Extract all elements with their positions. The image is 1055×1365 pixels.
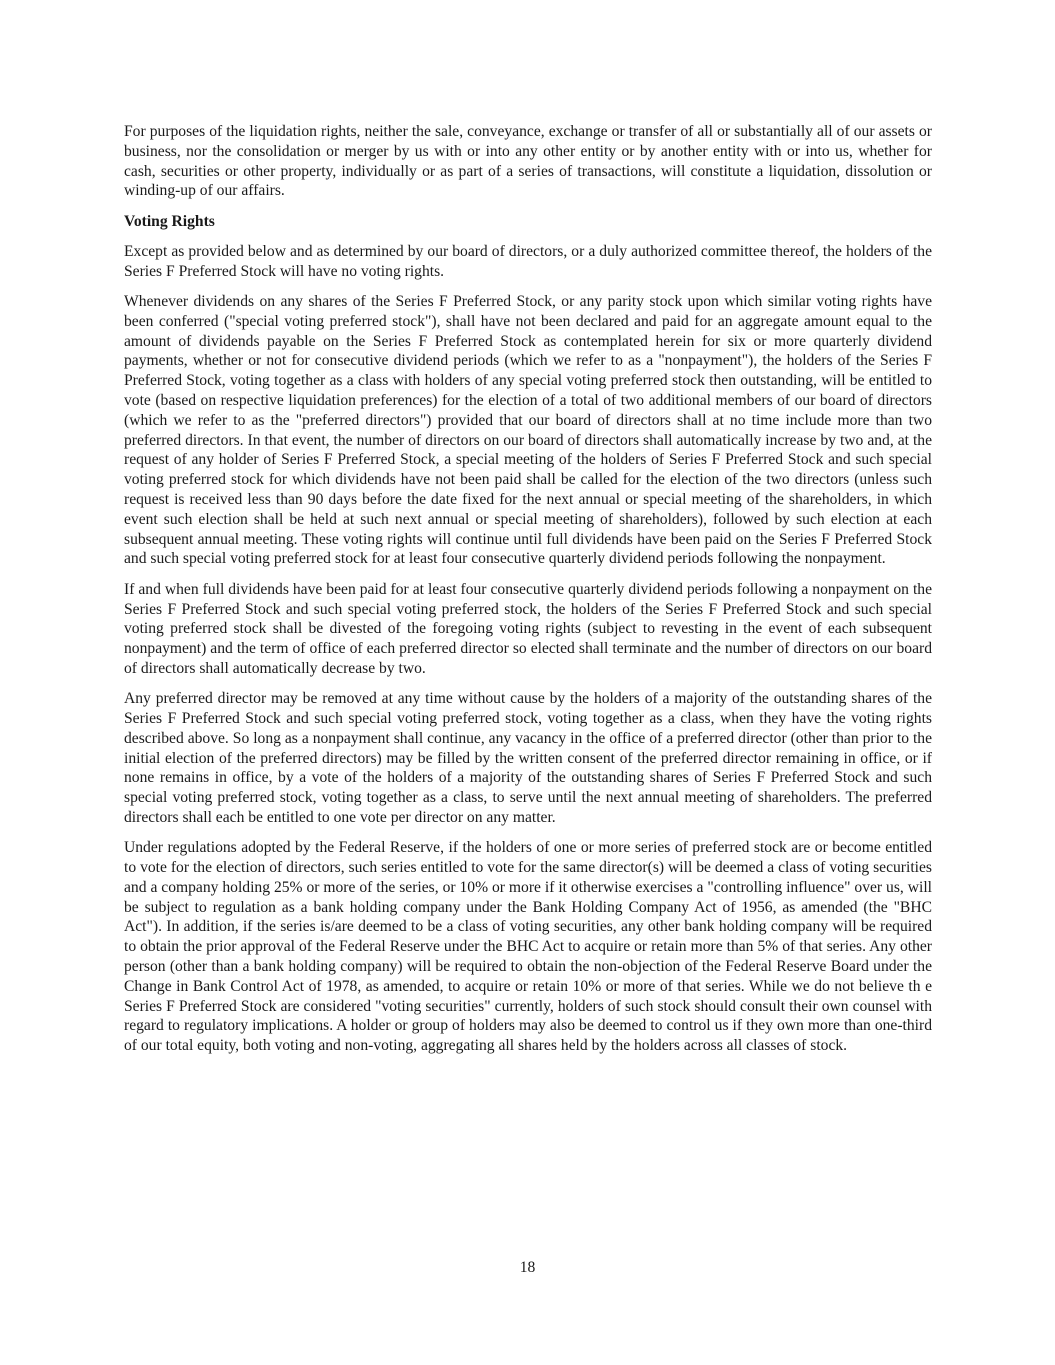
- page-number: 18: [519, 1259, 536, 1276]
- paragraph-voting-intro: Except as provided below and as determined by our board of directors, or a duly authorized committee thereof, the holders of the Series F Preferred Stock will have no voting rights.: [124, 242, 932, 280]
- document-body: [124, 122, 932, 1067]
- paragraph-nonpayment: Whenever dividends on any shares of the Series F Preferred Stock, or any parity stock upon which similar voting rights have been conferred ("special voting preferred stock"), shall have not been declared and paid for an aggregate amount equal to the amount of dividends payable on the Series F Preferred Stock as contemplated herein for six or more quarterly dividend payments, whether or not for consecutive dividend periods (which we refer to as a "nonpayment"), the holders of the Series F Preferred Stock, voting together as a class with holders of any special voting preferred stock then outstanding, will be entitled to vote (based on respective liquidation preferences) for the election of a total of two additional members of our board of directors (which we refer to as the "preferred directors") provided that our board of directors shall at no time include more than two preferred directors. In that event, the number of directors on our board of directors shall automatically increase by two and, at the request of any holder of Series F Preferred Stock, a special meeting of the holders of Series F Preferred Stock and such special voting preferred stock for which dividends have not been paid shall be called for the election of the two directors (unless such request is received less than 90 days before the date fixed for the next annual or special meeting of the shareholders, in which event such election shall be held at such next annual or special meeting of shareholders), followed by such election at each subsequent annual meeting. These voting rights will continue until full dividends have been paid on the Series F Preferred Stock and such special voting preferred stock for at least four consecutive quarterly dividend periods following the nonpayment.: [124, 293, 932, 568]
- heading-voting-rights: Voting Rights: [124, 212, 215, 230]
- paragraph-removal: Any preferred director may be removed at any time without cause by the holders of a majority of the outstanding shares of the Series F Preferred Stock and such special voting preferred stock, voting together as a class, when they have the voting rights described above. So long as a nonpayment shall continue, any vacancy in the office of a preferred director (other than prior to the initial election of the preferred directors) may be filled by the written consent of the preferred director remaining in office, or if none remains in office, by a vote of the holders of a majority of the outstanding shares of Series F Preferred Stock and such special voting preferred stock, voting together as a class, to serve until the next annual meeting of shareholders. The preferred directors shall each be entitled to one vote per director on any matter.: [124, 690, 932, 826]
- paragraph-divestment: If and when full dividends have been paid for at least four consecutive quarterly dividend periods following a nonpayment on the Series F Preferred Stock and such special voting preferred stock, the holders of the Series F Preferred Stock and such special voting preferred stock shall be divested of the foregoing voting rights (subject to revesting in the event of each subsequent nonpayment) and the term of office of each preferred director so elected shall terminate and the number of directors on our board of directors shall automatically decrease by two.: [124, 580, 932, 677]
- paragraph-liquidation: For purposes of the liquidation rights, neither the sale, conveyance, exchange or transfer of all or substantially all of our assets or business, nor the consolidation or merger by us with or into any other entity or by another entity with or into us, whether for cash, securities or other property, individually or as part of a series of transactions, will constitute a liquidation, dissolution or winding-up of our affairs.: [124, 123, 932, 200]
- paragraph-federal-reserve: Under regulations adopted by the Federal Reserve, if the holders of one or more series of preferred stock are or become entitled to vote for the election of directors, such series entitled to vote for the same director(s) will be deemed a class of voting securities and a company holding 25% or more of the series, or 10% or more if it otherwise exercises a "controlling influence" over us, will be subject to regulation as a bank holding company under the Bank Holding Company Act of 1956, as amended (the "BHC Act"). In addition, if the series is/are deemed to be a class of voting securities, any other bank holding company will be required to obtain the prior approval of the Federal Reserve under the BHC Act to acquire or retain more than 5% of that series. Any other person (other than a bank holding company) will be required to obtain the non-objection of the Federal Reserve Board under the Change in Bank Control Act of 1978, as amended, to acquire or retain 10% or more of that series. While we do not believe th e Series F Preferred Stock are considered "voting securities" currently, holders of such stock should consult their own counsel with regard to regulatory implications. A holder or group of holders may also be deemed to control us if they own more than one-third of our total equity, both voting and non-voting, aggregating all shares held by the holders across all classes of stock.: [124, 839, 932, 1055]
